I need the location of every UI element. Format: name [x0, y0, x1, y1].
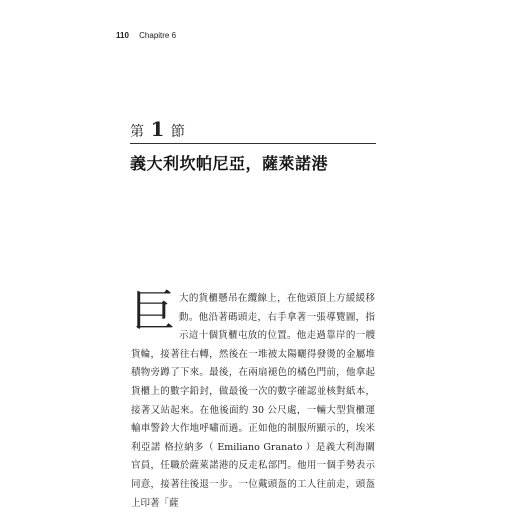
chapter-label: Chapitre 6: [139, 31, 177, 40]
section-title: 義大利坎帕尼亞，薩萊諾港: [130, 154, 329, 173]
page-number: 110: [116, 31, 129, 40]
section-divider: [130, 143, 376, 144]
running-head: [116, 31, 176, 40]
body-text: [131, 286, 375, 513]
section-prefix: 第: [130, 124, 144, 140]
section-number: 1: [150, 117, 165, 141]
body-paragraph: 大的貨櫃懸吊在纜線上，在他頭頂上方緩緩移動。他沿著碼頭走，右手拿著一張導覽圖，指示這十個貨櫃屯放的位置。他走過靠岸的一艘貨輪，接著往右轉，然後在一堆被太陽曬得發燙的金屬堆積物旁蹲了下來。最後，在兩扇褪色的橘色門前，他拿起貨櫃上的數字鉛封，做最後一次的數字確認並核對紙本，接著又站起來。在他後面約 30 公尺處，一輛大型貨櫃運輸車警鈴大作地呼嘯而過。正如他的制服所顯示的，埃米利亞諾 格拉納多（ Emiliano Granato ）是義大利海關官員，任職於薩萊諾港的反走私部門。他用一個手勢表示同意，接著往後退一步。一位戴頭盔的工人往前走，頭盔上印著「薩: [131, 293, 375, 509]
section-label: [130, 117, 185, 141]
drop-cap: 巨: [131, 286, 175, 337]
section-suffix: 節: [170, 124, 185, 140]
